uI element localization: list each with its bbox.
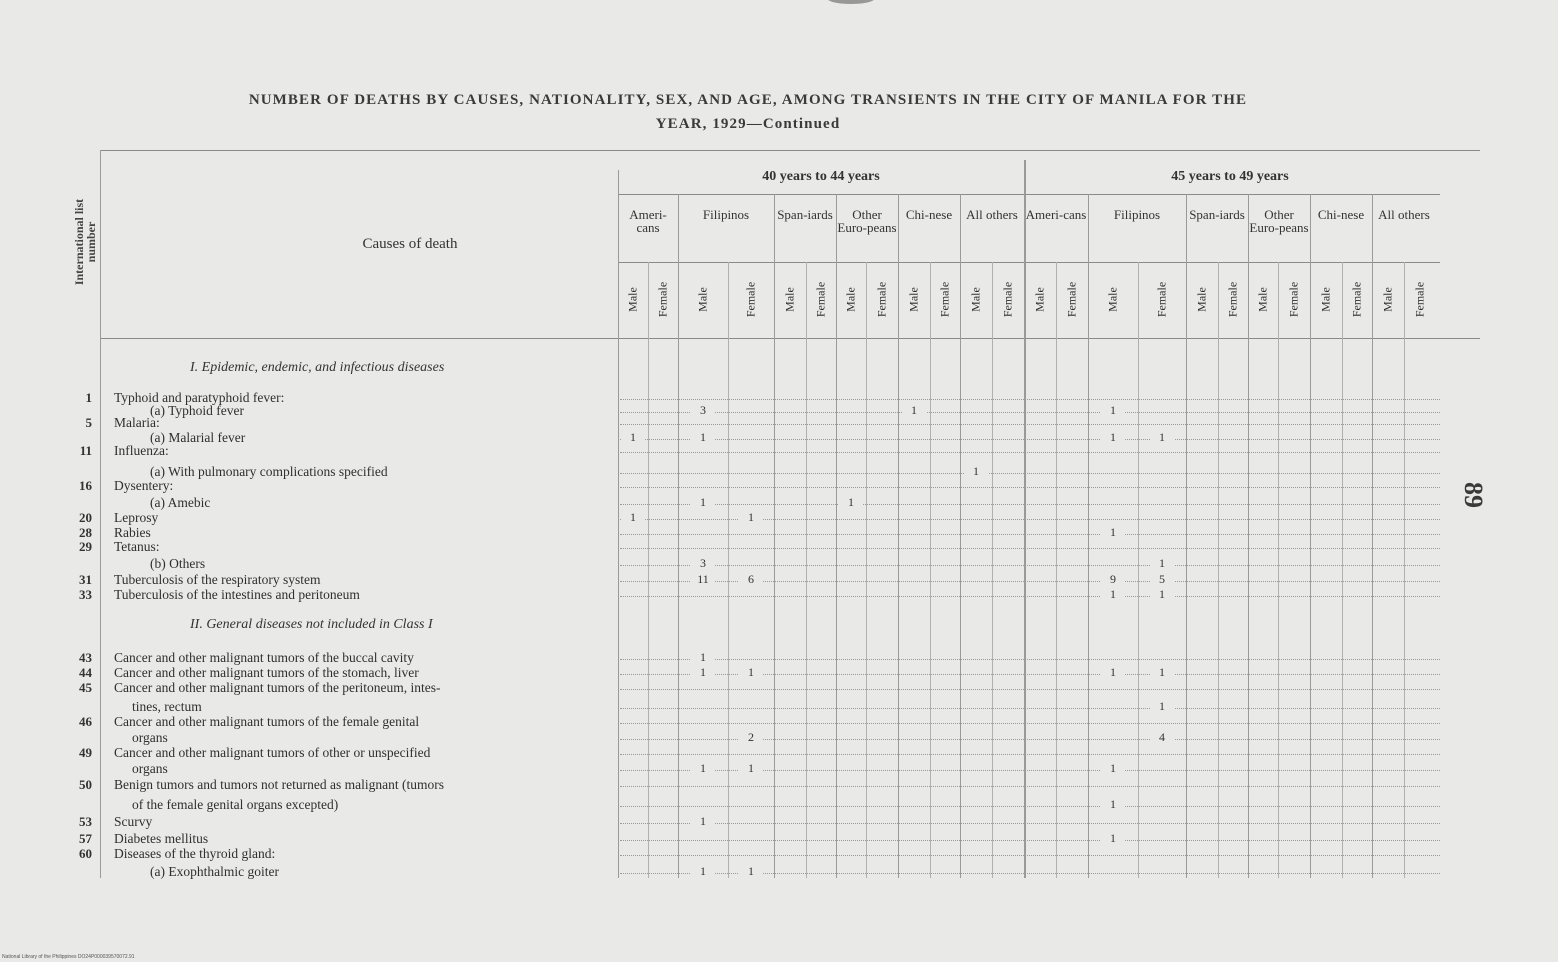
dot-leader	[620, 855, 1440, 856]
death-count: 3	[691, 556, 715, 571]
footer-credit: National Library of the Philippines DO24P000039570072.91	[2, 954, 135, 960]
rule-h-0	[100, 150, 1480, 151]
death-count: 3	[691, 403, 715, 418]
list-number-header: International list number	[72, 198, 98, 286]
table-row	[60, 539, 1440, 554]
list-number: 5	[85, 415, 92, 430]
female-header: Female	[874, 281, 889, 318]
female-header: Female	[1349, 281, 1364, 318]
table-row	[60, 761, 1440, 776]
death-count: 1	[1150, 665, 1174, 680]
female-header: Female	[1225, 281, 1240, 318]
cause-of-death: Tetanus:	[114, 539, 160, 554]
female-header: Female	[813, 281, 828, 318]
age-group-header: 45 years to 49 years	[1171, 169, 1289, 184]
cause-of-death: Cancer and other malignant tumors of other or unspecified	[114, 745, 431, 760]
death-count: 1	[691, 650, 715, 665]
table-row	[60, 665, 1440, 680]
cause-of-death: Cancer and other malignant tumors of the stomach, liver	[114, 665, 419, 680]
title-line-1: NUMBER OF DEATHS BY CAUSES, NATIONALITY, SEX, AND AGE, AMONG TRANSIENTS IN THE CITY OF MANILA FOR THE	[248, 92, 1248, 108]
cause-of-death: organs	[132, 761, 168, 776]
cause-of-death: (a) With pulmonary complications specified	[150, 464, 388, 479]
death-count: 1	[621, 430, 645, 445]
table-row	[60, 510, 1440, 525]
ink-blot	[828, 0, 874, 4]
dot-leader	[620, 504, 1440, 505]
list-number: 1	[85, 390, 92, 405]
dot-leader	[620, 399, 1440, 400]
page-number: 89	[1459, 482, 1488, 508]
female-header: Female	[937, 281, 952, 318]
female-header: Female	[743, 281, 758, 318]
male-header: Male	[1255, 287, 1270, 312]
nationality-header: All others	[1378, 207, 1430, 222]
table-row	[60, 699, 1440, 714]
dot-leader	[620, 754, 1440, 755]
death-count: 1	[691, 495, 715, 510]
nationality-header: Chi-nese	[1317, 207, 1365, 222]
table-row	[60, 478, 1440, 493]
nationality-header: Chi-nese	[905, 207, 953, 222]
male-header: Male	[906, 287, 921, 312]
table-row	[60, 572, 1440, 587]
death-count: 1	[1101, 665, 1125, 680]
death-count: 1	[964, 464, 988, 479]
cause-of-death: (a) Malarial fever	[150, 430, 246, 445]
dot-leader	[620, 548, 1440, 549]
cause-of-death: Tuberculosis of the respiratory system	[114, 572, 321, 587]
table-row	[60, 650, 1440, 665]
female-header: Female	[1154, 281, 1169, 318]
table-row	[60, 443, 1440, 458]
table-row	[60, 495, 1440, 510]
female-header: Female	[1064, 281, 1079, 318]
death-count: 6	[739, 572, 763, 587]
death-count: 1	[839, 495, 863, 510]
nationality-header: Filipinos	[702, 207, 750, 222]
dot-leader	[620, 424, 1440, 425]
dot-leader	[620, 412, 1440, 413]
cause-of-death: (a) Amebic	[150, 495, 211, 510]
death-count: 1	[691, 761, 715, 776]
age-group-header: 40 years to 44 years	[762, 169, 880, 184]
male-header: Male	[843, 287, 858, 312]
cause-of-death: Tuberculosis of the intestines and peritoneum	[114, 587, 360, 602]
death-count: 1	[691, 814, 715, 829]
table-row	[60, 814, 1440, 829]
table-row	[60, 525, 1440, 540]
cause-of-death: Cancer and other malignant tumors of the peritoneum, intes-	[114, 680, 441, 695]
dot-leader	[620, 708, 1440, 709]
dot-leader	[620, 689, 1440, 690]
cause-of-death: Diabetes mellitus	[114, 831, 209, 846]
table-row	[60, 556, 1440, 571]
list-number: 57	[79, 831, 92, 846]
death-count: 9	[1101, 572, 1125, 587]
nationality-header: Ameri-cans	[1025, 207, 1087, 222]
death-count: 1	[1101, 403, 1125, 418]
nationality-header: All others	[966, 207, 1018, 222]
dot-leader	[620, 840, 1440, 841]
male-header: Male	[1380, 287, 1395, 312]
deaths-table	[60, 150, 1440, 885]
table-row	[60, 745, 1440, 760]
cause-of-death: Rabies	[114, 525, 151, 540]
cause-of-death: Influenza:	[114, 443, 169, 458]
table-row	[60, 587, 1440, 602]
cause-of-death: (a) Exophthalmic goiter	[150, 864, 279, 879]
death-count: 1	[1150, 430, 1174, 445]
dot-leader	[620, 452, 1440, 453]
male-header: Male	[1318, 287, 1333, 312]
cause-of-death: Dysentery:	[114, 478, 174, 493]
section-heading-1: I. Epidemic, endemic, and infectious diseases	[190, 360, 445, 375]
rule-h-2	[618, 262, 1440, 263]
death-count: 1	[691, 665, 715, 680]
cause-of-death: Cancer and other malignant tumors of the female genital	[114, 714, 420, 729]
cause-of-death: Malaria:	[114, 415, 160, 430]
death-count: 1	[739, 665, 763, 680]
death-count: 1	[1101, 525, 1125, 540]
female-header: Female	[1412, 281, 1427, 318]
list-number: 44	[79, 665, 92, 680]
title-line-2: YEAR, 1929—Continued	[655, 116, 841, 132]
section-heading-2: II. General diseases not included in Class I	[190, 617, 433, 632]
dot-leader	[620, 723, 1440, 724]
page-title	[130, 88, 1366, 136]
table-row	[60, 415, 1440, 430]
list-number: 11	[79, 443, 92, 458]
death-count: 1	[691, 864, 715, 879]
male-header: Male	[1194, 287, 1209, 312]
dot-leader	[620, 565, 1440, 566]
cause-of-death: Typhoid and paratyphoid fever:	[114, 390, 285, 405]
list-number: 31	[79, 572, 92, 587]
nationality-header: Other Euro-peans	[837, 207, 897, 235]
list-number: 46	[79, 714, 92, 729]
male-header: Male	[625, 287, 640, 312]
nationality-header: Span-iards	[1189, 207, 1245, 222]
dot-leader	[620, 487, 1440, 488]
table-row	[60, 680, 1440, 695]
table-row	[60, 846, 1440, 861]
cause-of-death: Leprosy	[114, 510, 159, 525]
dot-leader	[620, 534, 1440, 535]
list-number: 49	[79, 745, 92, 760]
dot-leader	[620, 786, 1440, 787]
rule-h-1	[618, 194, 1440, 195]
death-count: 1	[1101, 797, 1125, 812]
dot-leader	[620, 823, 1440, 824]
list-number: 50	[79, 777, 92, 792]
table-row	[60, 464, 1440, 479]
nationality-header: Span-iards	[777, 207, 833, 222]
list-number: 43	[79, 650, 92, 665]
list-number: 53	[79, 814, 92, 829]
female-header: Female	[1286, 281, 1301, 318]
death-count: 1	[739, 761, 763, 776]
death-count: 1	[1150, 587, 1174, 602]
death-count: 4	[1150, 730, 1174, 745]
dot-leader	[620, 806, 1440, 807]
list-number: 45	[79, 680, 92, 695]
cause-of-death: (b) Others	[150, 556, 206, 571]
death-count: 1	[1150, 699, 1174, 714]
death-count: 1	[739, 864, 763, 879]
cause-of-death: tines, rectum	[132, 699, 202, 714]
list-number: 28	[79, 525, 92, 540]
male-header: Male	[1032, 287, 1047, 312]
table-row	[60, 714, 1440, 729]
table-row	[60, 777, 1440, 792]
nationality-header: Ameri-cans	[629, 207, 667, 235]
death-count: 1	[1101, 761, 1125, 776]
death-count: 1	[902, 403, 926, 418]
list-number: 29	[79, 539, 92, 554]
table-row	[60, 831, 1440, 846]
death-count: 1	[1101, 430, 1125, 445]
list-number: 16	[79, 478, 92, 493]
cause-of-death: (a) Typhoid fever	[150, 403, 245, 418]
male-header: Male	[968, 287, 983, 312]
cause-of-death: Benign tumors and tumors not returned as malignant (tumors	[114, 777, 444, 792]
dot-leader	[620, 473, 1440, 474]
death-count: 1	[739, 510, 763, 525]
death-count: 1	[621, 510, 645, 525]
male-header: Male	[782, 287, 797, 312]
dot-leader	[620, 439, 1440, 440]
death-count: 11	[691, 572, 715, 587]
dot-leader	[620, 596, 1440, 597]
nationality-header: Filipinos	[1113, 207, 1161, 222]
rule-h-3	[100, 338, 1480, 339]
table-row	[60, 730, 1440, 745]
nationality-header: Other Euro-peans	[1249, 207, 1309, 235]
list-number: 60	[79, 846, 92, 861]
female-header: Female	[1000, 281, 1015, 318]
causes-header: Causes of death	[362, 236, 458, 252]
death-count: 2	[739, 730, 763, 745]
death-count: 1	[1150, 556, 1174, 571]
death-count: 1	[1101, 587, 1125, 602]
list-number: 33	[79, 587, 92, 602]
death-count: 5	[1150, 572, 1174, 587]
dot-leader	[620, 659, 1440, 660]
male-header: Male	[1105, 287, 1120, 312]
death-count: 1	[691, 430, 715, 445]
cause-of-death: Cancer and other malignant tumors of the buccal cavity	[114, 650, 414, 665]
cause-of-death: Scurvy	[114, 814, 153, 829]
cause-of-death: Diseases of the thyroid gland:	[114, 846, 276, 861]
table-row	[60, 797, 1440, 812]
list-number: 20	[79, 510, 92, 525]
table-row	[60, 864, 1440, 879]
cause-of-death: of the female genital organs excepted)	[132, 797, 339, 812]
cause-of-death: organs	[132, 730, 168, 745]
female-header: Female	[655, 281, 670, 318]
death-count: 1	[1101, 831, 1125, 846]
male-header: Male	[695, 287, 710, 312]
